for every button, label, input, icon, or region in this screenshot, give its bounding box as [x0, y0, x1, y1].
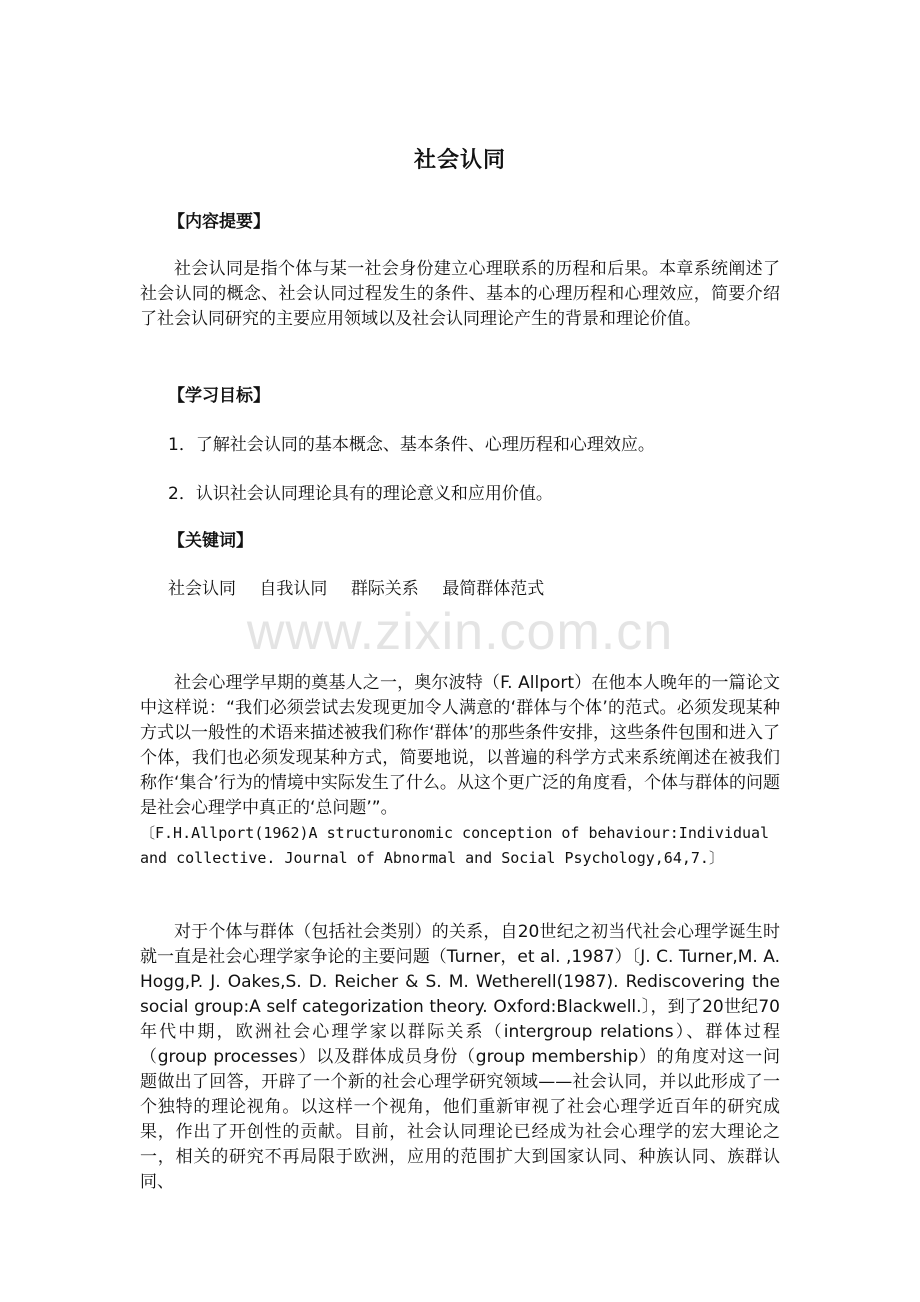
document-title: 社会认同 — [413, 148, 506, 173]
watermark-text: www.zixin.com.cn — [246, 603, 674, 661]
keywords-list — [168, 574, 562, 599]
keyword-1: 社会认同 — [168, 579, 236, 599]
summary-heading: 【内容提要】 — [168, 212, 270, 232]
reference-line-2: and collective. Journal of Abnormal and Social Psychology,64,7.〕 — [140, 849, 724, 867]
keywords-heading: 【关键词】 — [168, 531, 253, 551]
summary-paragraph: 社会认同是指个体与某一社会身份建立心理联系的历程和后果。本章系统阐述了社会认同的概念、社会认同过程发生的条件、基本的心理历程和心理效应，简要介绍了社会认同研究的主要应用领域以及社会认同理论产生的背景和理论价值。 — [140, 259, 780, 329]
keyword-3: 群际关系 — [350, 579, 419, 599]
objectives-heading: 【学习目标】 — [168, 386, 270, 406]
keyword-4: 最简群体范式 — [442, 579, 545, 599]
objective-item-2: 2．认识社会认同理论具有的理论意义和应用价值。 — [168, 484, 553, 504]
objective-item-1: 1．了解社会认同的基本概念、基本条件、心理历程和心理效应。 — [168, 435, 655, 455]
body-paragraph-2: 对于个体与群体（包括社会类别）的关系，自20世纪之初当代社会心理学诞生时就一直是社会心理学家争论的主要问题（Turner，et al. ,1987）〔J. C. Turner,M. A. Hogg,P. J. Oakes,S. D. Reicher & S. M. Wetherell(1987). Rediscovering the social group:A self categorization theory. Oxford:Blackwell.〕，到了20世纪70年代中期，欧洲社会心理学家以群际关系（intergroup relations）、群体过程（group processes）以及群体成员身份（group membership）的角度对这一问题做出了回答，开辟了一个新的社会心理学研究领域——社会认同，并以此形成了一个独特的理论视角。以这样一个视角，他们重新审视了社会心理学近百年的研究成果，作出了开创性的贡献。目前，社会认同理论已经成为社会心理学的宏大理论之一，相关的研究不再局限于欧洲，应用的范围扩大到国家认同、种族认同、族群认同、 — [140, 922, 780, 1192]
keyword-2: 自我认同 — [259, 579, 328, 599]
reference-line-1: 〔F.H.Allport(1962)A structuronomic conception of behaviour:Individual — [140, 824, 770, 842]
body-paragraph-1: 社会心理学早期的奠基人之一，奥尔波特（F. Allport）在他本人晚年的一篇论文中这样说：“我们必须尝试去发现更加令人满意的‘群体与个体’的范式。必须发现某种方式以一般性的术语来描述被我们称作‘群体’的那些条件安排，这些条件包围和进入了个体，我们也必须发现某种方式，简要地说，以普遍的科学方式来系统阐述在被我们称作‘集合’行为的情境中实际发生了什么。从这个更广泛的角度看，个体与群体的问题是社会心理学中真正的‘总问题’”。 — [140, 673, 780, 818]
